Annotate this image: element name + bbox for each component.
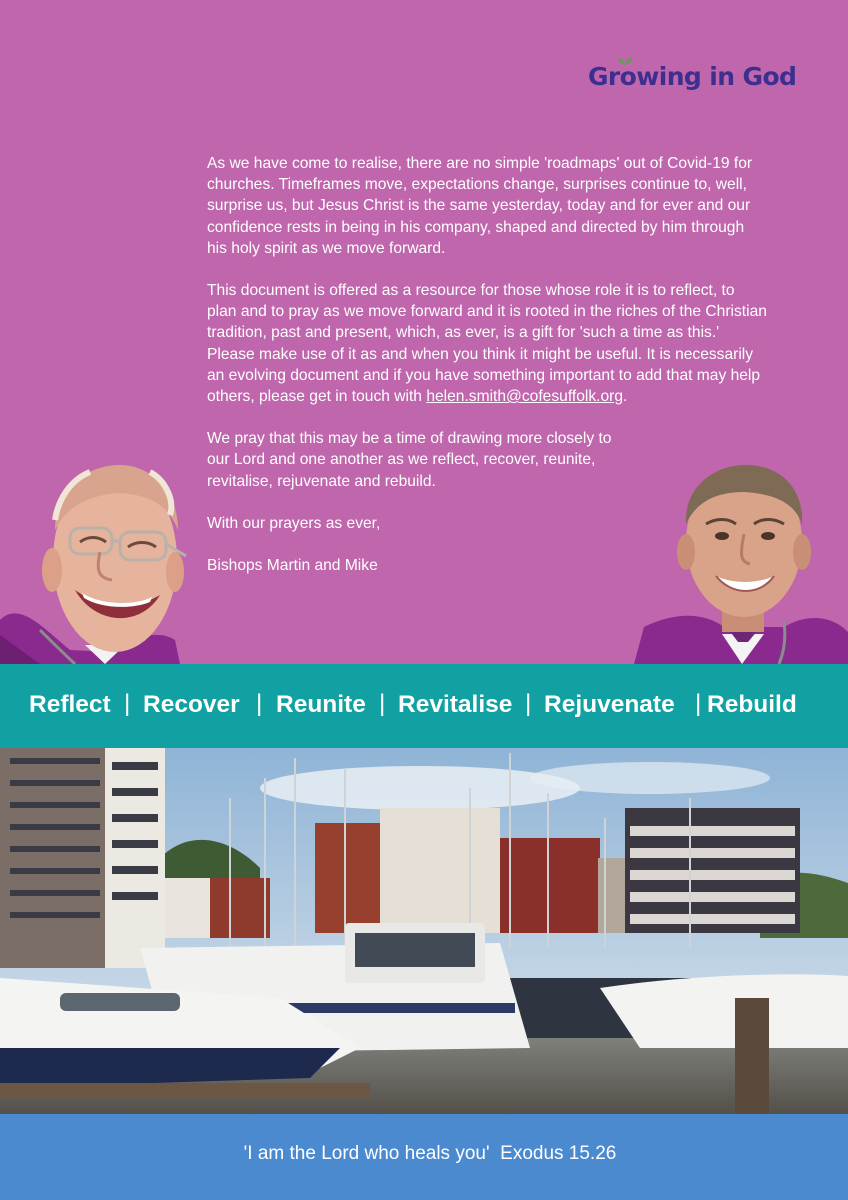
marina-photo — [0, 748, 848, 1114]
letter-paragraph-1: As we have come to realise, there are no simple 'roadmaps' out of Covid-19 for churches. Timeframes move, expectations change, surprises continue to, well, surprise us, but Jesus Christ is the same yesterday, today and for ever and our confidence rests in being in his company, shaped and directed by him through his holy spirit as we move forward. — [207, 155, 753, 257]
theme-rejuvenate: Rejuvenate — [544, 691, 675, 718]
letter-signature: Bishops Martin and Mike — [207, 557, 378, 575]
footer-scripture-quote: 'I am the Lord who heals you' Exodus 15.26 — [243, 1143, 617, 1164]
letter-paragraph-2 — [207, 280, 767, 407]
letter-paragraph-2-end: . — [623, 388, 628, 406]
logo-text: Growing in God — [588, 62, 797, 91]
theme-separator: | — [379, 690, 386, 717]
theme-reunite: Reunite — [276, 691, 366, 718]
contact-email-link[interactable]: helen.smith@cofesuffolk.org — [426, 388, 624, 406]
theme-separator: | — [695, 690, 702, 717]
theme-revitalise: Revitalise — [398, 691, 513, 718]
theme-separator: | — [124, 690, 131, 717]
leaf-icon — [617, 56, 633, 66]
themes-band — [0, 664, 848, 748]
theme-recover: Recover — [143, 691, 240, 718]
growing-in-god-logo — [588, 62, 796, 91]
letter-paragraph-2-text: This document is offered as a resource for those whose role it is to reflect, to plan and to pray as we move forward and it is rooted in the riches of the Christian tradition, past and present, which, as ever, is a gift for 'such a time as this.' Please make use of it as and when you think it might be useful. It is necessarily an evolving document and if you have something important to add that may help others, please get in touch with — [207, 282, 767, 406]
letter-closing: With our prayers as ever, — [207, 514, 381, 532]
letter-paragraph-3: We pray that this may be a time of drawing more closely to our Lord and one another as we reflect, recover, reunite, revitalise, rejuvenate and rebuild. — [207, 430, 612, 490]
theme-separator: | — [256, 690, 263, 717]
theme-reflect: Reflect — [29, 691, 111, 718]
theme-separator: | — [525, 690, 532, 717]
bishop-mike-portrait — [634, 462, 848, 664]
theme-rebuild: Rebuild — [707, 691, 797, 718]
bishop-martin-portrait — [0, 460, 200, 664]
